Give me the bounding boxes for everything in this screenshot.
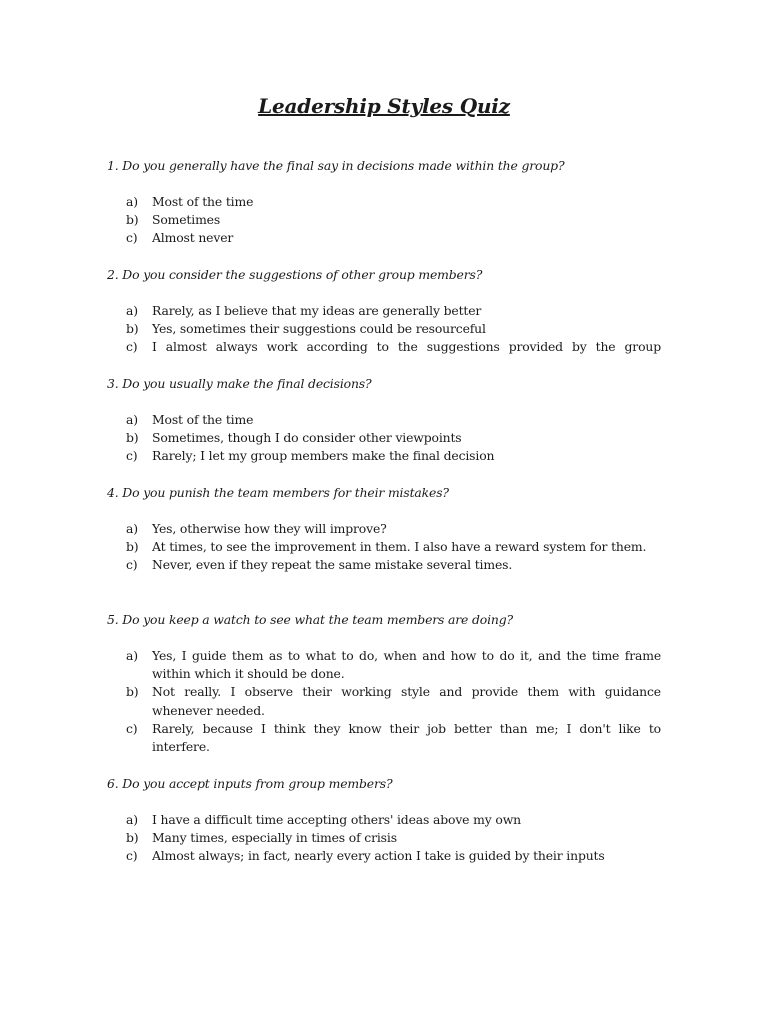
question-text: 5. Do you keep a watch to see what the team members are doing? xyxy=(107,612,514,627)
option-letter: b) xyxy=(126,212,139,228)
question-text: 4. Do you punish the team members for their mistakes? xyxy=(107,485,449,500)
option-letter: c) xyxy=(126,339,138,355)
option-letter: a) xyxy=(126,303,138,318)
option-letter: c) xyxy=(126,720,138,736)
option-letter: a) xyxy=(126,648,138,663)
option-text: Sometimes, though I do consider other viewpoints xyxy=(152,430,462,446)
option-c xyxy=(107,447,661,465)
option-c xyxy=(107,229,661,247)
option-text: Almost always; in fact, nearly every action I take is guided by their inputs xyxy=(152,848,605,864)
question-4 xyxy=(107,484,661,575)
option-text: I have a difficult time accepting others' ideas above my own xyxy=(152,812,521,827)
option-letter: c) xyxy=(126,557,138,573)
option-text: Most of the time xyxy=(152,194,254,209)
option-text: Rarely; I let my group members make the final decision xyxy=(152,448,495,464)
option-letter: b) xyxy=(126,684,139,700)
option-b xyxy=(107,320,661,338)
option-letter: a) xyxy=(126,521,138,536)
option-a xyxy=(107,647,661,683)
question-2 xyxy=(107,266,661,357)
option-a xyxy=(107,411,661,429)
option-a xyxy=(107,302,661,320)
option-letter: c) xyxy=(126,230,138,246)
option-text: Rarely, because I think they know their job better than me; I don't like to interfere. xyxy=(152,720,661,755)
question-5 xyxy=(107,611,661,756)
option-text: I almost always work according to the suggestions provided by the group xyxy=(152,339,661,355)
option-list xyxy=(107,302,661,357)
question-text: 6. Do you accept inputs from group members? xyxy=(107,776,393,791)
option-c xyxy=(107,556,661,574)
question-text: 1. Do you generally have the final say in decisions made within the group? xyxy=(107,158,565,173)
option-letter: b) xyxy=(126,430,139,446)
option-list xyxy=(107,411,661,466)
option-list xyxy=(107,811,661,866)
option-letter: a) xyxy=(126,412,138,427)
option-letter: a) xyxy=(126,194,138,209)
option-b xyxy=(107,683,661,719)
option-text: Sometimes xyxy=(152,212,221,228)
option-text: Yes, sometimes their suggestions could be resourceful xyxy=(152,321,486,337)
option-letter: c) xyxy=(126,848,138,864)
option-b xyxy=(107,211,661,229)
option-c xyxy=(107,338,661,356)
option-a xyxy=(107,520,661,538)
option-text: Never, even if they repeat the same mistake several times. xyxy=(152,557,513,573)
option-text: Almost never xyxy=(152,230,234,246)
option-text: Rarely, as I believe that my ideas are generally better xyxy=(152,303,482,318)
option-a xyxy=(107,811,661,829)
question-text: 3. Do you usually make the final decisions? xyxy=(107,376,372,391)
question-1 xyxy=(107,157,661,248)
option-b xyxy=(107,429,661,447)
option-letter: a) xyxy=(126,812,138,827)
question-3 xyxy=(107,375,661,466)
option-text: Not really. I observe their working style and provide them with guidance whenever needed. xyxy=(152,684,661,718)
page-title: Leadership Styles Quiz xyxy=(258,94,510,118)
option-text: Most of the time xyxy=(152,412,254,427)
question-text: 2. Do you consider the suggestions of other group members? xyxy=(107,267,483,282)
option-letter: b) xyxy=(126,830,139,846)
question-6 xyxy=(107,775,661,866)
option-letter: b) xyxy=(126,321,139,337)
option-c xyxy=(107,720,661,756)
option-list xyxy=(107,647,661,756)
option-list xyxy=(107,520,661,575)
option-letter: c) xyxy=(126,448,138,464)
option-b xyxy=(107,538,661,556)
option-text: Many times, especially in times of crisis xyxy=(152,830,397,846)
option-text: At times, to see the improvement in them. I also have a reward system for them. xyxy=(152,539,647,555)
option-b xyxy=(107,829,661,847)
option-c xyxy=(107,847,661,865)
option-list xyxy=(107,193,661,248)
option-a xyxy=(107,193,661,211)
option-letter: b) xyxy=(126,539,139,555)
option-text: Yes, I guide them as to what to do, when and how to do it, and the time frame within which it should be done. xyxy=(152,648,661,682)
option-text: Yes, otherwise how they will improve? xyxy=(152,521,387,536)
